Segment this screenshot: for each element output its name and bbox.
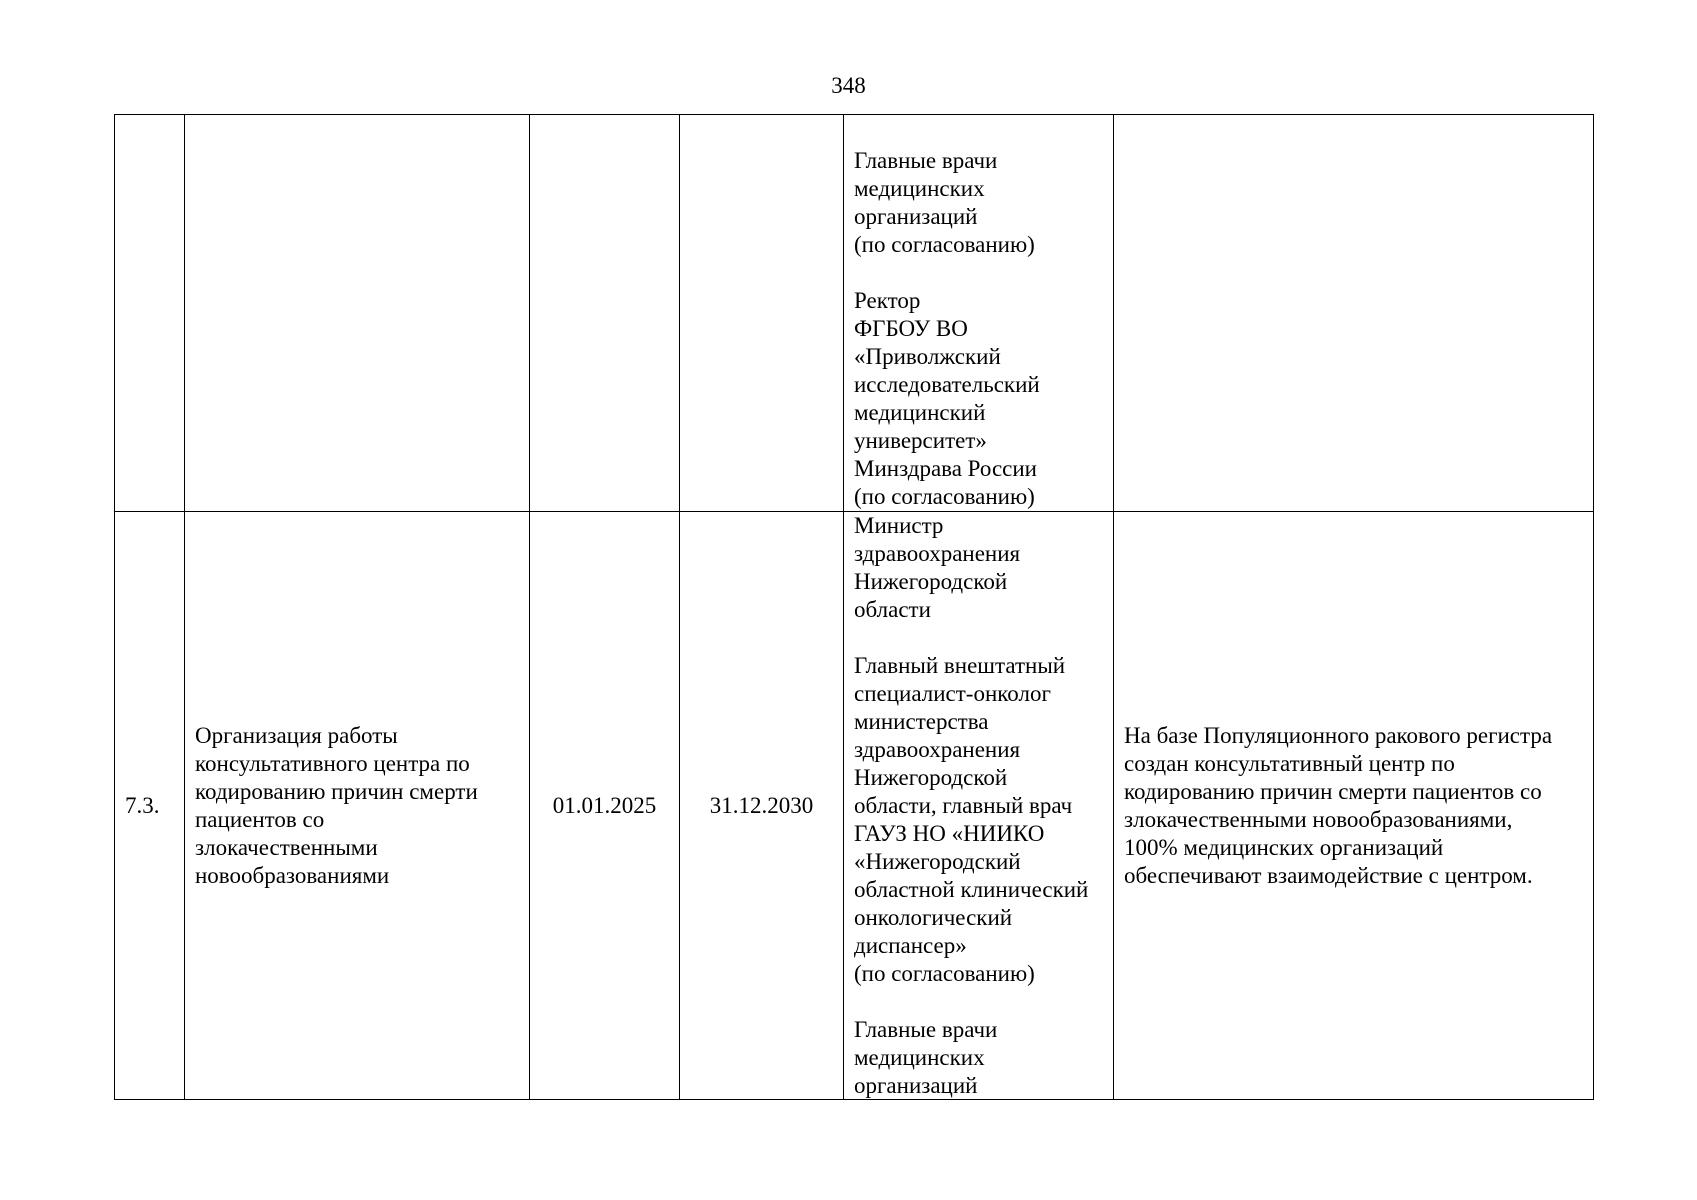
cell-result — [1114, 512, 1594, 1100]
responsible-line: (по согласованию) — [854, 961, 1035, 986]
responsible-line: Нижегородской — [854, 765, 1008, 790]
result-line: 100% медицинских организаций — [1124, 834, 1444, 860]
responsible-line: медицинских — [854, 1045, 985, 1070]
measures-table — [114, 114, 1594, 1100]
responsible-line: «Приволжский — [854, 344, 1001, 369]
responsible-line: Главный внештатный — [854, 653, 1066, 678]
cell-responsible — [844, 115, 1114, 512]
responsible-line: Нижегородской — [854, 569, 1008, 594]
responsible-line: медицинских — [854, 176, 985, 201]
result-line: кодированию причин смерти пациентов со — [1124, 778, 1542, 804]
responsible-line: области, главный врач — [854, 793, 1073, 818]
cell-responsible — [844, 512, 1114, 1100]
page-number: 348 — [831, 73, 866, 98]
responsible-line: организаций — [854, 204, 978, 229]
responsible-line: онкологический — [854, 905, 1013, 930]
result-line: обеспечивают взаимодействие с центром. — [1124, 862, 1533, 888]
measure-name-line: Организация работы — [195, 722, 398, 748]
responsible-block — [854, 512, 1103, 624]
responsible-line: (по согласованию) — [854, 232, 1035, 257]
responsible-line: (по согласованию) — [854, 484, 1035, 509]
table-row-continuation — [115, 115, 1594, 512]
responsible-line: здравоохранения — [854, 541, 1021, 566]
result-line: злокачественными новообразованиями, — [1124, 806, 1513, 832]
table-row-7-3 — [115, 512, 1594, 1100]
responsible-line: диспансер» — [854, 933, 967, 958]
responsible-line: исследовательский — [854, 372, 1040, 397]
responsible-block — [854, 147, 1103, 259]
result-line: На базе Популяционного ракового регистра — [1124, 722, 1553, 748]
cell-number: 7.3. — [115, 512, 185, 1100]
responsible-line: области — [854, 597, 931, 622]
responsible-line: медицинский — [854, 400, 986, 425]
cell-start-date: 01.01.2025 — [530, 512, 680, 1100]
cell-end-date — [680, 115, 844, 512]
cell-number — [115, 115, 185, 512]
responsible-line: Главные врачи — [854, 1017, 998, 1042]
responsible-line: ФГБОУ ВО — [854, 316, 968, 341]
cell-measure-name — [185, 512, 530, 1100]
responsible-line: Министр — [854, 513, 944, 538]
responsible-line: университет» — [854, 428, 987, 453]
cell-end-date: 31.12.2030 — [680, 512, 844, 1100]
responsible-line: здравоохранения — [854, 737, 1021, 762]
measure-name-line: новообразованиями — [195, 862, 390, 888]
responsible-line: «Нижегородский — [854, 849, 1021, 874]
cell-start-date — [530, 115, 680, 512]
measure-name-line: кодированию причин смерти — [195, 778, 478, 804]
responsible-line: областной клинический — [854, 877, 1089, 902]
responsible-block — [854, 1016, 1103, 1099]
measure-name-line: злокачественными — [195, 834, 378, 860]
responsible-line: министерства — [854, 709, 989, 734]
responsible-line: Главные врачи — [854, 148, 998, 173]
cell-measure-name — [185, 115, 530, 512]
responsible-line: ГАУЗ НО «НИИКО — [854, 821, 1045, 846]
responsible-line: специалист-онколог — [854, 681, 1051, 706]
responsible-line: Ректор — [854, 288, 921, 313]
responsible-block — [854, 287, 1103, 511]
responsible-line: организаций — [854, 1073, 978, 1098]
responsible-block — [854, 652, 1103, 988]
measure-name-line: пациентов со — [195, 806, 325, 832]
cell-result — [1114, 115, 1594, 512]
result-line: создан консультативный центр по — [1124, 750, 1455, 776]
responsible-line: Минздрава России — [854, 456, 1037, 481]
measure-name-line: консультативного центра по — [195, 750, 470, 776]
